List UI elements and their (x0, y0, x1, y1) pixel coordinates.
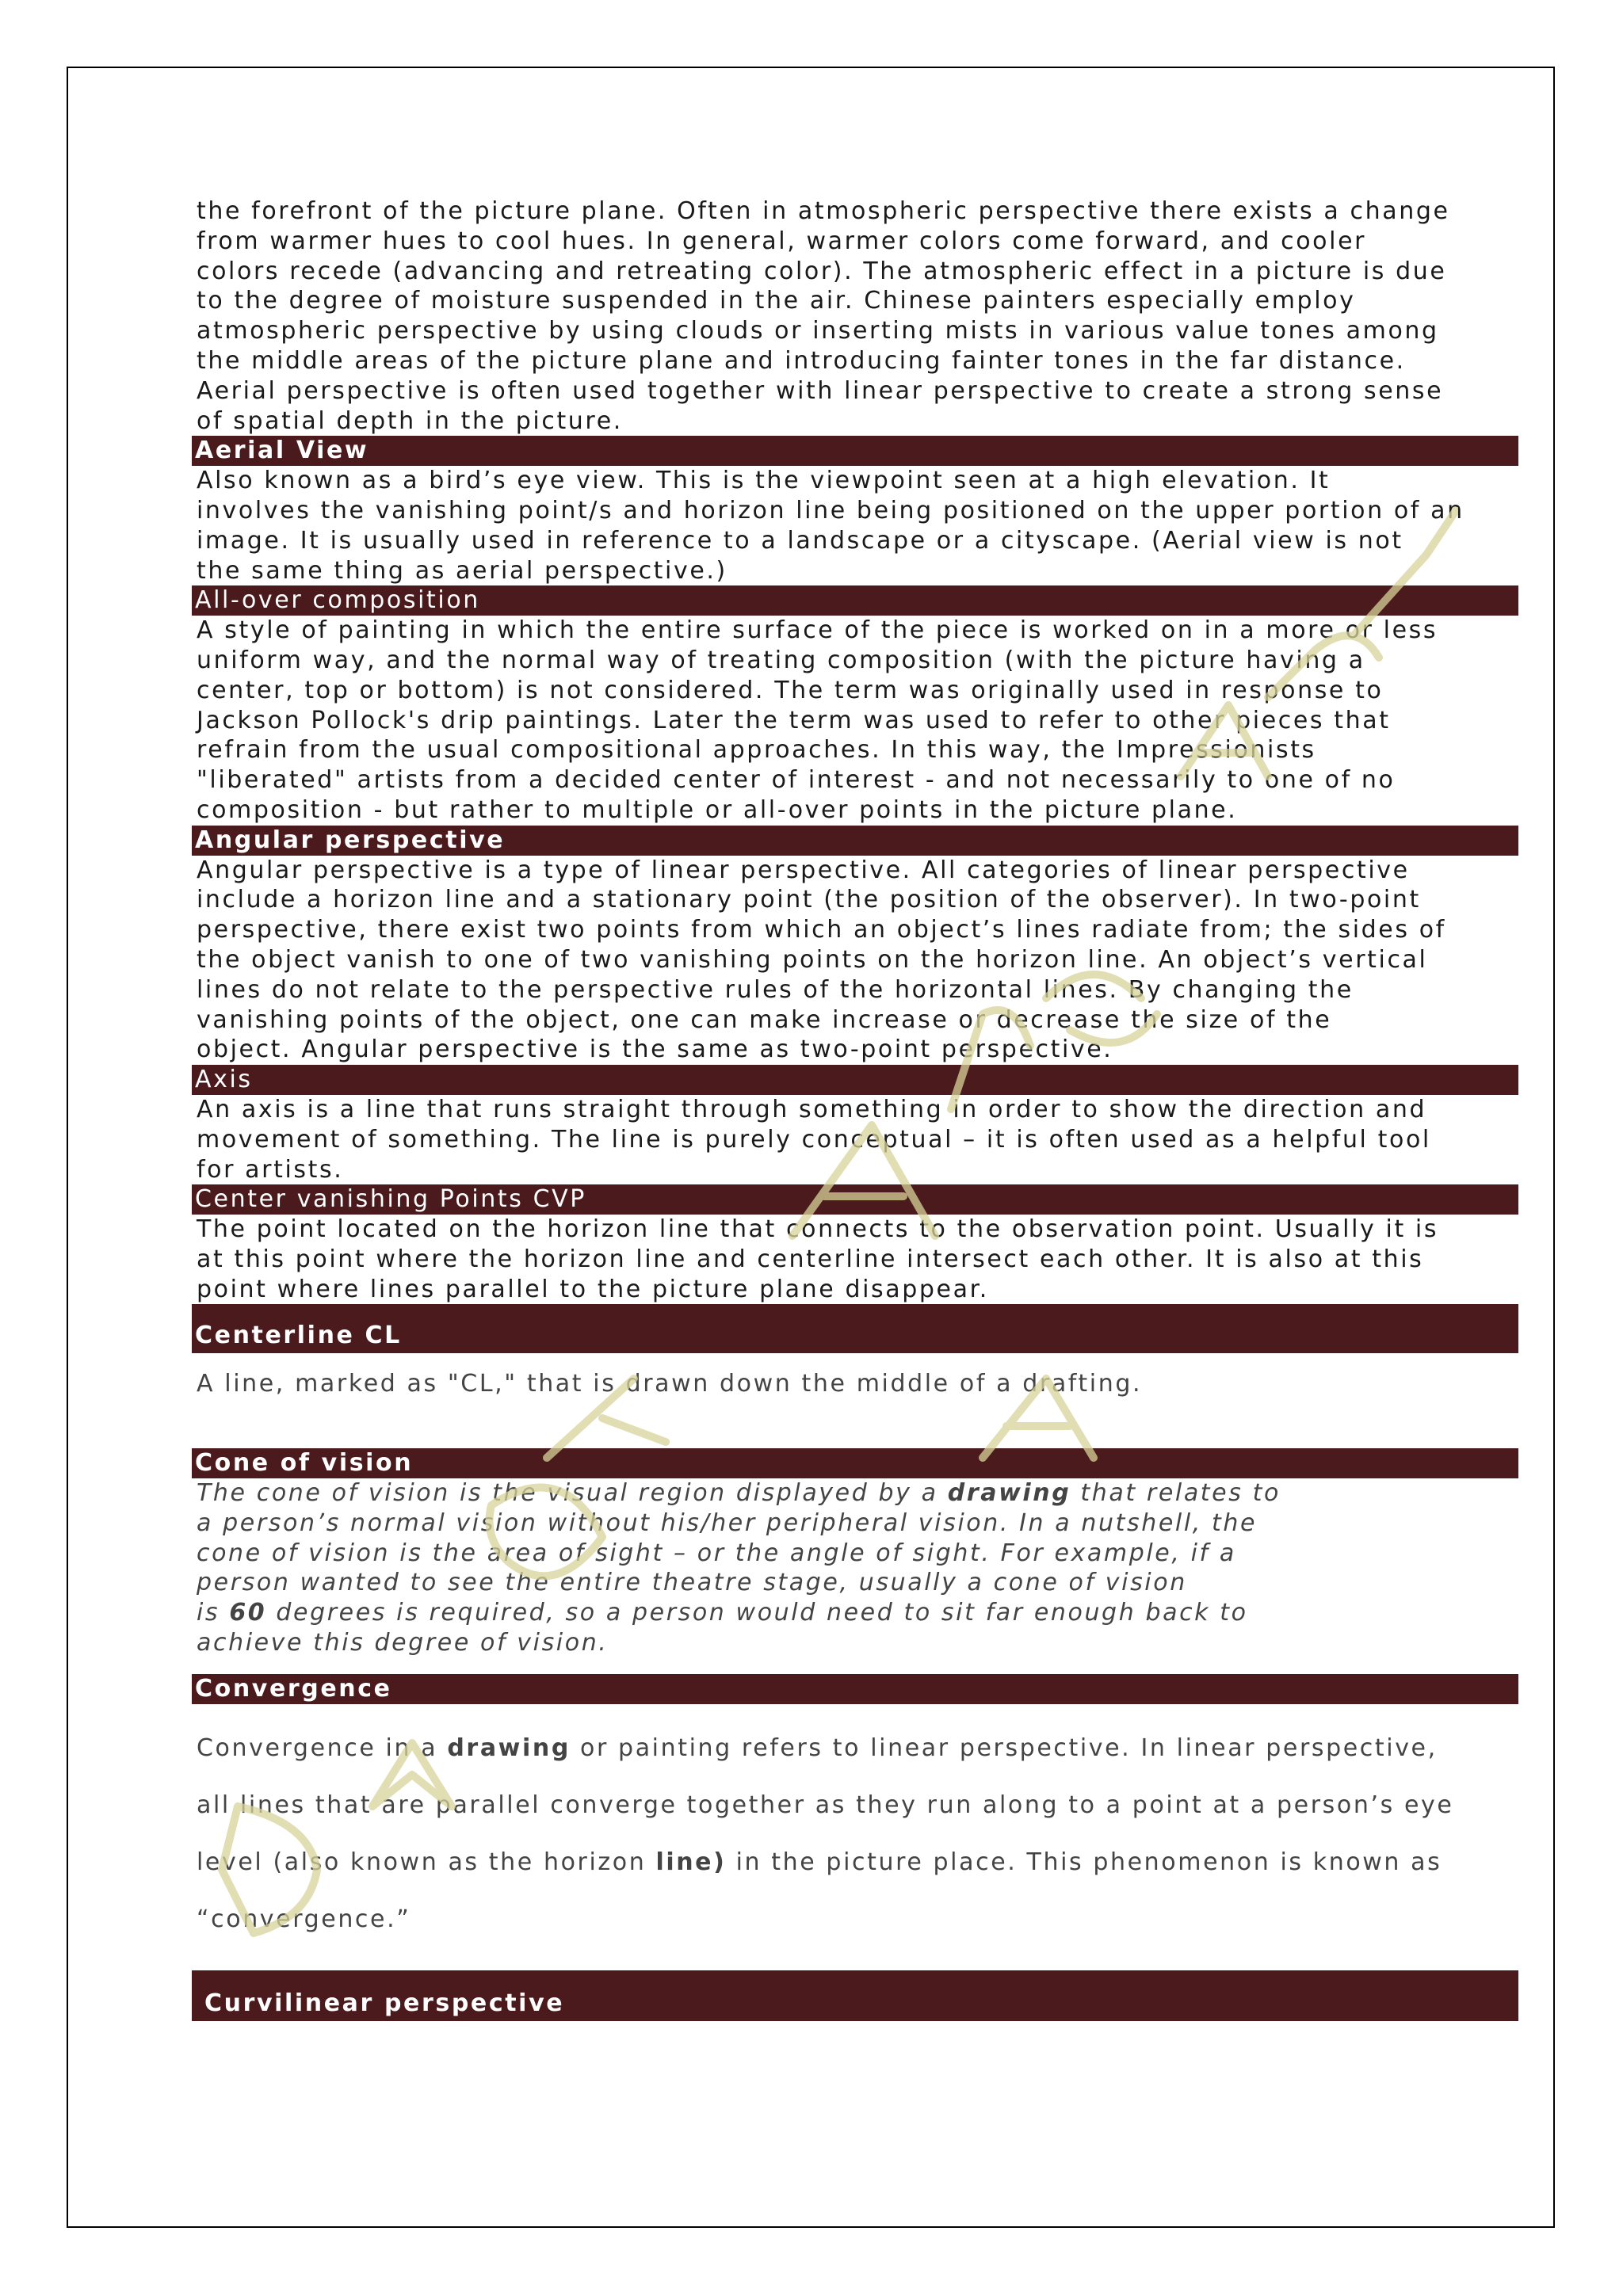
cone-text-2: that relates to a person’s normal vision without his/her peripheral vision. In a nutshell, the cone of vision is the area of sight – or the angle of sight. For example, if a person wanted to see the entire theatre stage, usually a cone of vision is (197, 1479, 1281, 1627)
heading-all-over-composition: All-over composition (192, 585, 1518, 616)
cone-bold-drawing: drawing (947, 1479, 1071, 1508)
aerial-view-paragraph: Also known as a bird’s eye view. This is the viewpoint seen at a high elevation. It involves the vanishing point/s and horizon line being positioned on the upper portion of an image. It is usually used in reference to a landscape or a cityscape. (Aerial view is not the same thing as aerial perspective.) (197, 467, 1465, 585)
heading-center-vanishing-points: Center vanishing Points CVP (192, 1184, 1518, 1215)
heading-angular-perspective: Angular perspective (192, 826, 1518, 856)
cone-paragraph (197, 1478, 1518, 1658)
heading-curvilinear-perspective: Curvilinear perspective (192, 1970, 1518, 2021)
conv-bold-line: line) (655, 1848, 727, 1876)
heading-aerial-view: Aerial View (192, 436, 1518, 466)
centerline-paragraph: A line, marked as "CL," that is drawn down the middle of a drafting. (197, 1370, 1143, 1398)
heading-convergence: Convergence (192, 1674, 1518, 1704)
cone-bold-60: 60 (229, 1599, 267, 1627)
conv-text-3: in the picture place. This phenomenon is known as “convergence.” (197, 1848, 1442, 1933)
all-over-paragraph: A style of painting in which the entire surface of the piece is worked on in a more or less uniform way, and the normal way of treating composition (with the picture having a center, top or bottom) is not considered. The term was originally used in response to Jackson Pollock's drip paintings. Later the term was used to refer to other pieces that refrain from the usual compositional approaches. In this way, the Impressionists "liberated" artists from a decided center of interest - and not necessarily to one of no composition - but rather to multiple or all-over points in the picture plane. (197, 616, 1438, 824)
cone-text-1: The cone of vision is the visual region displayed by a (197, 1479, 948, 1508)
heading-axis: Axis (192, 1065, 1518, 1095)
document-body (197, 196, 1518, 2021)
heading-centerline: Centerline CL (192, 1304, 1518, 1353)
conv-text-2: or painting refers to linear perspective. In linear perspective, all lines that are parallel converge together as they run along to a point at a person’s eye level (also known as the horizon (197, 1733, 1454, 1876)
cvp-paragraph: The point located on the horizon line that connects to the observation point. Usually it is at this point where the horizon line and centerline intersect each other. It is also at this point where lines parallel to the picture plane disappear. (197, 1215, 1439, 1303)
conv-text-1: Convergence in a (197, 1733, 448, 1762)
angular-paragraph: Angular perspective is a type of linear perspective. All categories of linear perspective include a horizon line and a stationary point (the position of the observer). In two-point perspective, there exist two points from which an object’s lines radiate from; the sides of the object vanish to one of two vanishing points on the horizon line. An object’s vertical lines do not relate to the perspective rules of the horizontal lines. By changing the vanishing points of the object, one can make increase or decrease the size of the object. Angular perspective is the same as two-point perspective. (197, 856, 1446, 1064)
axis-paragraph: An axis is a line that runs straight through something in order to show the direction and movement of something. The line is purely conceptual – it is often used as a helpful tool for artists. (197, 1095, 1431, 1184)
intro-paragraph: the forefront of the picture plane. Often in atmospheric perspective there exists a change from warmer hues to cool hues. In general, warmer colors come forward, and cooler colors recede (advancing and retreating color). The atmospheric effect in a picture is due to the degree of moisture suspended in the air. Chinese painters especially employ atmospheric perspective by using clouds or inserting mists in various value tones among the middle areas of the picture plane and introducing fainter tones in the far distance. Aerial perspective is often used together with linear perspective to create a strong sense of spatial depth in the picture. (197, 197, 1450, 435)
heading-cone-of-vision: Cone of vision (192, 1448, 1518, 1478)
conv-bold-drawing: drawing (447, 1733, 571, 1762)
convergence-paragraph (197, 1720, 1518, 1948)
cone-text-3: degrees is required, so a person would need to sit far enough back to achieve this degree of vision. (197, 1599, 1248, 1657)
